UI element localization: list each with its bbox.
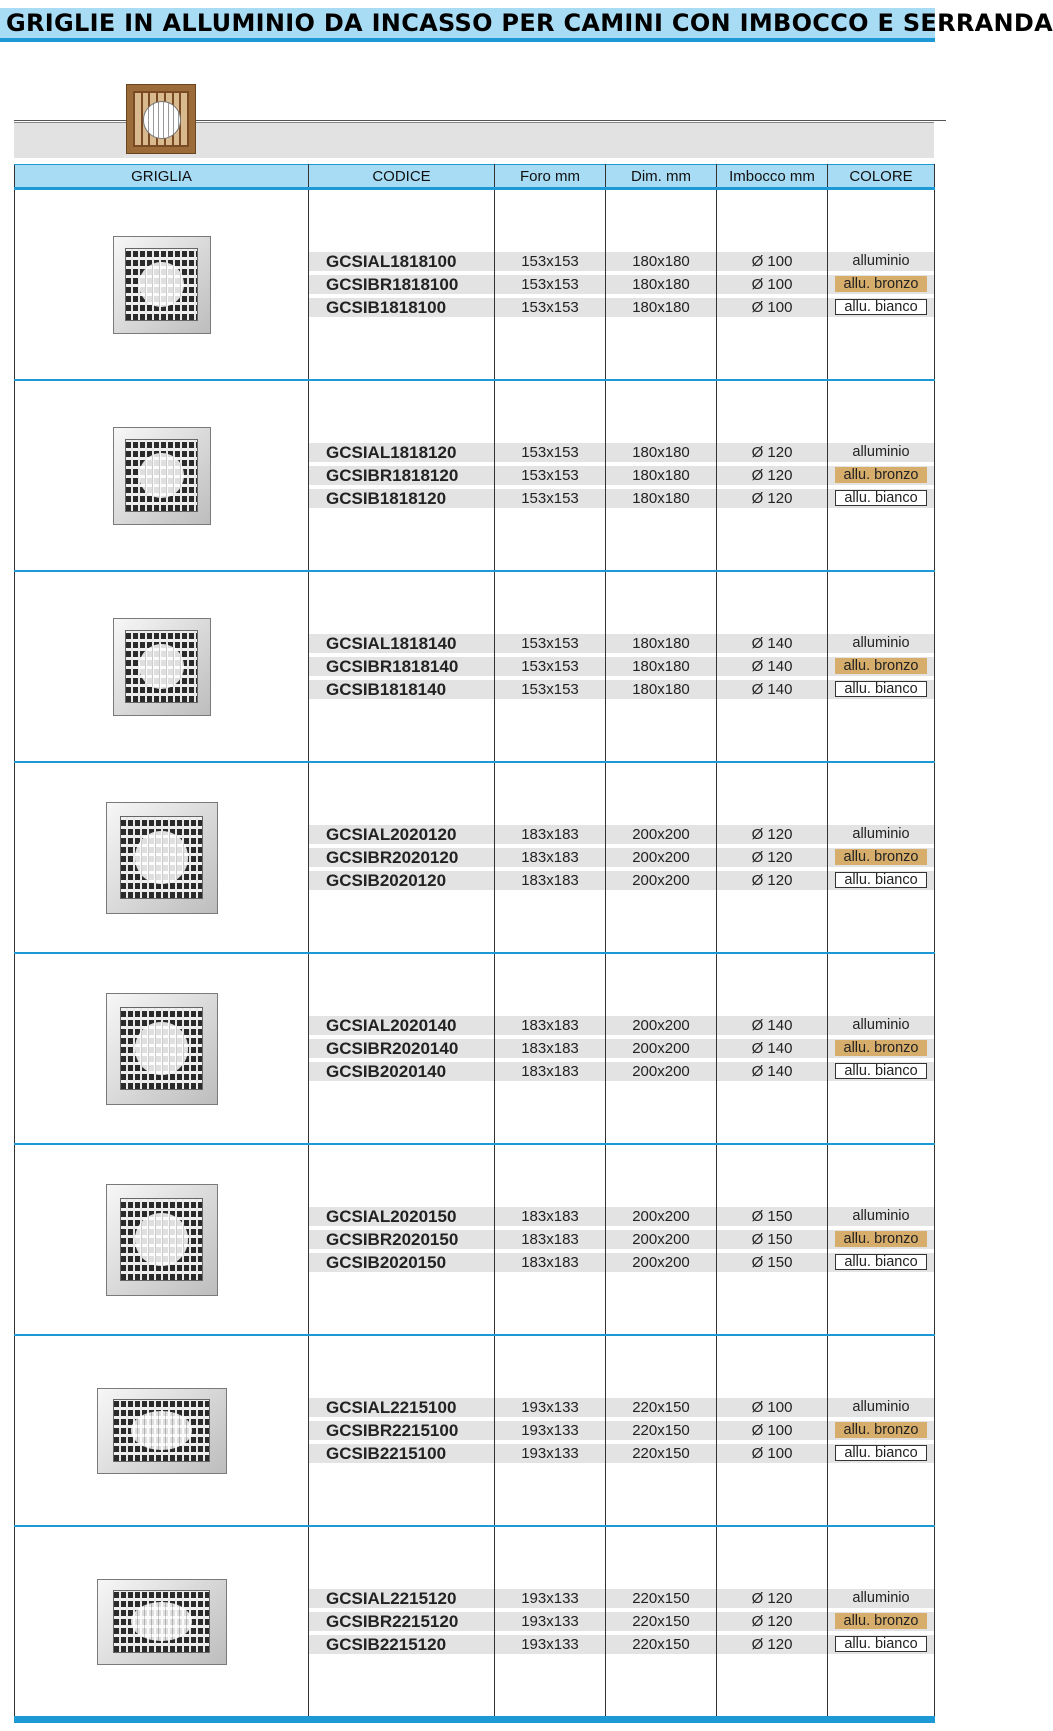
colore-line: [828, 1635, 934, 1654]
imbocco-value: Ø 120: [717, 443, 827, 462]
colore-line: [828, 1612, 934, 1631]
dim-value: 180x180: [606, 252, 716, 271]
dim-value: 220x150: [606, 1612, 716, 1631]
dim-value: 200x200: [606, 1230, 716, 1249]
product-code: GCSIBR1818120: [309, 466, 494, 485]
imbocco-value: Ø 120: [717, 1612, 827, 1631]
dim-value: 180x180: [606, 634, 716, 653]
foro-value: 183x183: [495, 825, 605, 844]
square-grill-icon: [106, 993, 218, 1105]
color-swatch-bronzo: allu. bronzo: [835, 849, 927, 865]
codice-cell: [309, 380, 495, 571]
color-swatch-bianco: allu. bianco: [835, 1063, 927, 1079]
colore-line: [828, 298, 934, 317]
dim-value: 180x180: [606, 466, 716, 485]
color-swatch-bianco: allu. bianco: [835, 872, 927, 888]
dim-value: 220x150: [606, 1421, 716, 1440]
foro-value: 183x183: [495, 1016, 605, 1035]
table-row: [15, 189, 935, 381]
table-row: [15, 1526, 935, 1720]
imbocco-value: Ø 100: [717, 1398, 827, 1417]
imbocco-cell: [717, 762, 828, 953]
product-code: GCSIB2020150: [309, 1253, 494, 1272]
foro-cell: [495, 1526, 606, 1720]
imbocco-cell: [717, 953, 828, 1144]
grill-image-cell: [15, 380, 309, 571]
dim-value: 180x180: [606, 275, 716, 294]
colore-line: [828, 1230, 934, 1249]
product-code: GCSIAL1818120: [309, 443, 494, 462]
color-swatch-alluminio: alluminio: [852, 444, 910, 460]
imbocco-value: Ø 150: [717, 1230, 827, 1249]
colore-cell: [828, 762, 935, 953]
color-swatch-alluminio: alluminio: [852, 1208, 910, 1224]
foro-value: 153x153: [495, 298, 605, 317]
header-codice: CODICE: [309, 165, 495, 189]
grill-circle: [143, 101, 181, 139]
product-code: GCSIB1818100: [309, 298, 494, 317]
colore-line: [828, 1253, 934, 1272]
foro-value: 193x133: [495, 1589, 605, 1608]
dim-cell: [606, 953, 717, 1144]
foro-value: 183x183: [495, 1062, 605, 1081]
colore-line: [828, 871, 934, 890]
product-code: GCSIB2215100: [309, 1444, 494, 1463]
colore-line: [828, 466, 934, 485]
product-code: GCSIBR1818140: [309, 657, 494, 676]
dim-cell: [606, 1144, 717, 1335]
grill-image-cell: [15, 189, 309, 381]
imbocco-value: Ø 140: [717, 1016, 827, 1035]
codice-cell: [309, 189, 495, 381]
grill-image-cell: [15, 1526, 309, 1720]
foro-value: 153x153: [495, 657, 605, 676]
product-code: GCSIBR2020140: [309, 1039, 494, 1058]
dim-value: 180x180: [606, 680, 716, 699]
dim-value: 180x180: [606, 298, 716, 317]
colore-line: [828, 1589, 934, 1608]
colore-line: [828, 1444, 934, 1463]
color-swatch-bianco: allu. bianco: [835, 1636, 927, 1652]
imbocco-cell: [717, 1335, 828, 1526]
square-grill-icon: [106, 802, 218, 914]
dim-cell: [606, 380, 717, 571]
dim-value: 200x200: [606, 1253, 716, 1272]
color-swatch-bronzo: allu. bronzo: [835, 1040, 927, 1056]
imbocco-value: Ø 100: [717, 1421, 827, 1440]
title-bar: [0, 8, 1053, 42]
table-row: [15, 953, 935, 1144]
imbocco-value: Ø 100: [717, 298, 827, 317]
dim-cell: [606, 189, 717, 381]
color-swatch-bianco: allu. bianco: [835, 681, 927, 697]
foro-cell: [495, 953, 606, 1144]
table-row: [15, 380, 935, 571]
imbocco-value: Ø 120: [717, 466, 827, 485]
table-row: [15, 571, 935, 762]
dim-value: 220x150: [606, 1589, 716, 1608]
square-grill-icon: [106, 1184, 218, 1296]
color-swatch-bianco: allu. bianco: [835, 1254, 927, 1270]
imbocco-value: Ø 100: [717, 275, 827, 294]
dim-value: 220x150: [606, 1635, 716, 1654]
product-code: GCSIBR2215120: [309, 1612, 494, 1631]
color-swatch-bronzo: allu. bronzo: [835, 1613, 927, 1629]
color-swatch-bronzo: allu. bronzo: [835, 1422, 927, 1438]
product-code: GCSIB1818120: [309, 489, 494, 508]
foro-value: 153x153: [495, 489, 605, 508]
imbocco-value: Ø 140: [717, 657, 827, 676]
colore-line: [828, 1039, 934, 1058]
colore-cell: [828, 189, 935, 381]
product-table: [14, 164, 935, 1723]
foro-value: 183x183: [495, 1253, 605, 1272]
table-row: [15, 1335, 935, 1526]
product-code: GCSIBR2020120: [309, 848, 494, 867]
product-code: GCSIBR2020150: [309, 1230, 494, 1249]
dim-cell: [606, 762, 717, 953]
foro-value: 183x183: [495, 1230, 605, 1249]
dim-value: 220x150: [606, 1398, 716, 1417]
foro-cell: [495, 762, 606, 953]
color-swatch-bianco: allu. bianco: [835, 1445, 927, 1461]
product-code: GCSIAL2020150: [309, 1207, 494, 1226]
imbocco-cell: [717, 1526, 828, 1720]
colore-line: [828, 275, 934, 294]
imbocco-value: Ø 140: [717, 1039, 827, 1058]
grill-image-cell: [15, 571, 309, 762]
colore-line: [828, 634, 934, 653]
dim-value: 220x150: [606, 1444, 716, 1463]
grill-image-cell: [15, 1144, 309, 1335]
grill-thumbnail-icon: [126, 84, 196, 154]
table-row: [15, 762, 935, 953]
colore-line: [828, 1016, 934, 1035]
imbocco-value: Ø 120: [717, 1589, 827, 1608]
dim-value: 200x200: [606, 1207, 716, 1226]
foro-cell: [495, 571, 606, 762]
foro-value: 153x153: [495, 443, 605, 462]
foro-value: 183x183: [495, 1207, 605, 1226]
table-header-row: [15, 165, 935, 189]
colore-cell: [828, 571, 935, 762]
colore-line: [828, 252, 934, 271]
dim-value: 200x200: [606, 1016, 716, 1035]
rect-grill-icon: [97, 1579, 227, 1665]
header-foro: Foro mm: [495, 165, 606, 189]
imbocco-value: Ø 150: [717, 1253, 827, 1272]
colore-line: [828, 1062, 934, 1081]
colore-line: [828, 1398, 934, 1417]
colore-line: [828, 680, 934, 699]
color-swatch-alluminio: alluminio: [852, 635, 910, 651]
color-swatch-alluminio: alluminio: [852, 1017, 910, 1033]
foro-value: 153x153: [495, 252, 605, 271]
header-griglia: GRIGLIA: [15, 165, 309, 189]
dim-value: 200x200: [606, 1062, 716, 1081]
color-swatch-bronzo: allu. bronzo: [835, 276, 927, 292]
colore-line: [828, 1207, 934, 1226]
foro-value: 183x183: [495, 1039, 605, 1058]
colore-line: [828, 1421, 934, 1440]
imbocco-cell: [717, 571, 828, 762]
foro-value: 153x153: [495, 466, 605, 485]
color-swatch-bronzo: allu. bronzo: [835, 1231, 927, 1247]
color-swatch-bianco: allu. bianco: [835, 490, 927, 506]
product-code: GCSIB2215120: [309, 1635, 494, 1654]
color-swatch-alluminio: alluminio: [852, 826, 910, 842]
product-code: GCSIB2020120: [309, 871, 494, 890]
dim-value: 200x200: [606, 848, 716, 867]
imbocco-value: Ø 120: [717, 825, 827, 844]
imbocco-value: Ø 150: [717, 1207, 827, 1226]
table-row: [15, 1144, 935, 1335]
color-swatch-alluminio: alluminio: [852, 253, 910, 269]
codice-cell: [309, 1526, 495, 1720]
foro-cell: [495, 1335, 606, 1526]
imbocco-value: Ø 100: [717, 1444, 827, 1463]
codice-cell: [309, 571, 495, 762]
colore-cell: [828, 1144, 935, 1335]
product-code: GCSIB2020140: [309, 1062, 494, 1081]
foro-value: 183x183: [495, 848, 605, 867]
product-code: GCSIAL2020140: [309, 1016, 494, 1035]
header-dim: Dim. mm: [606, 165, 717, 189]
product-code: GCSIBR2215100: [309, 1421, 494, 1440]
imbocco-cell: [717, 380, 828, 571]
colore-line: [828, 657, 934, 676]
dim-cell: [606, 571, 717, 762]
foro-value: 153x153: [495, 634, 605, 653]
imbocco-value: Ø 140: [717, 1062, 827, 1081]
product-code: GCSIAL1818140: [309, 634, 494, 653]
imbocco-value: Ø 120: [717, 489, 827, 508]
product-code: GCSIAL2020120: [309, 825, 494, 844]
product-code: GCSIB1818140: [309, 680, 494, 699]
header-colore: COLORE: [828, 165, 935, 189]
codice-cell: [309, 953, 495, 1144]
header-imbocco: Imbocco mm: [717, 165, 828, 189]
square-grill-icon: [113, 618, 211, 716]
colore-line: [828, 848, 934, 867]
colore-cell: [828, 1335, 935, 1526]
product-code: GCSIBR1818100: [309, 275, 494, 294]
imbocco-value: Ø 140: [717, 680, 827, 699]
colore-line: [828, 443, 934, 462]
foro-value: 183x183: [495, 871, 605, 890]
dim-cell: [606, 1526, 717, 1720]
imbocco-cell: [717, 1144, 828, 1335]
foro-value: 193x133: [495, 1398, 605, 1417]
imbocco-value: Ø 120: [717, 1635, 827, 1654]
colore-cell: [828, 380, 935, 571]
color-swatch-bronzo: allu. bronzo: [835, 467, 927, 483]
dim-value: 180x180: [606, 489, 716, 508]
foro-cell: [495, 189, 606, 381]
colore-line: [828, 825, 934, 844]
grill-image-cell: [15, 762, 309, 953]
dim-cell: [606, 1335, 717, 1526]
colore-line: [828, 489, 934, 508]
imbocco-cell: [717, 189, 828, 381]
foro-value: 153x153: [495, 275, 605, 294]
square-grill-icon: [113, 427, 211, 525]
square-grill-icon: [113, 236, 211, 334]
dim-value: 180x180: [606, 443, 716, 462]
color-swatch-bronzo: allu. bronzo: [835, 658, 927, 674]
imbocco-value: Ø 140: [717, 634, 827, 653]
grill-image-cell: [15, 953, 309, 1144]
foro-value: 193x133: [495, 1444, 605, 1463]
product-code: GCSIAL2215120: [309, 1589, 494, 1608]
colore-cell: [828, 1526, 935, 1720]
codice-cell: [309, 1144, 495, 1335]
foro-value: 193x133: [495, 1421, 605, 1440]
color-swatch-alluminio: alluminio: [852, 1590, 910, 1606]
codice-cell: [309, 1335, 495, 1526]
codice-cell: [309, 762, 495, 953]
color-swatch-bianco: allu. bianco: [835, 299, 927, 315]
imbocco-value: Ø 100: [717, 252, 827, 271]
imbocco-value: Ø 120: [717, 871, 827, 890]
rect-grill-icon: [97, 1388, 227, 1474]
product-code: GCSIAL1818100: [309, 252, 494, 271]
grill-image-cell: [15, 1335, 309, 1526]
foro-cell: [495, 380, 606, 571]
page-title: GRIGLIE IN ALLUMINIO DA INCASSO PER CAMINI CON IMBOCCO E SERRANDA: [6, 9, 1053, 37]
imbocco-value: Ø 120: [717, 848, 827, 867]
foro-cell: [495, 1144, 606, 1335]
color-swatch-alluminio: alluminio: [852, 1399, 910, 1415]
dim-value: 180x180: [606, 657, 716, 676]
colore-cell: [828, 953, 935, 1144]
foro-value: 153x153: [495, 680, 605, 699]
foro-value: 193x133: [495, 1635, 605, 1654]
dim-value: 200x200: [606, 871, 716, 890]
product-code: GCSIAL2215100: [309, 1398, 494, 1417]
dim-value: 200x200: [606, 1039, 716, 1058]
foro-value: 193x133: [495, 1612, 605, 1631]
dim-value: 200x200: [606, 825, 716, 844]
